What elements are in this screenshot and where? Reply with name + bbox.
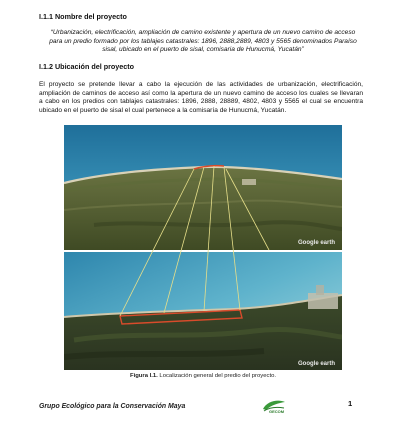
section-title: I.1.1 Nombre del proyecto xyxy=(39,12,127,21)
gecom-logo xyxy=(260,398,288,414)
location-figure xyxy=(64,125,342,370)
subsection-title: I.1.2 Ubicación del proyecto xyxy=(39,62,135,71)
watermark-bottom: Google earth xyxy=(298,361,336,367)
figure-caption xyxy=(64,373,342,379)
detail-satellite-image xyxy=(64,252,342,370)
project-name: “Urbanización, electrificación, ampliación de camino existente y apertura de un nuevo camino de acceso para un predio formado por los tablajes catastrales: 1896, 2888,2889, 4803 y 5565 denominados Paraíso sisal, ubicado en el puerto de sisal, comisaria de Hunucmá, Yucatán” xyxy=(49,29,357,54)
figure-caption-label: Figura I.1. xyxy=(129,373,158,379)
footer-organization: Grupo Ecológico para la Conservación Maya xyxy=(39,403,186,410)
location-paragraph: El proyecto se pretende llevar a cabo la ejecución de las actividades de urbanización, electrificación, ampliación de caminos de acceso así como la apertura de un nuevo camino de acceso los cuales se llevaran a cabo en los predios con tablajes catastrales: 1896, 2888, 28889, 4802, 4803 y 5565 el cual se encuentra ubicado en el puerto de sisal el cual pertenece a la comisaría de Hunucmá, Yucatán. xyxy=(39,81,363,115)
page-number: 1 xyxy=(348,399,353,408)
watermark-top: Google earth xyxy=(298,240,336,246)
satellite-imagery xyxy=(64,125,342,370)
figure-caption-text: Localización general del predio del proyecto. xyxy=(157,373,277,379)
regional-satellite-image xyxy=(64,125,342,250)
svg-text:GECOM: GECOM xyxy=(269,409,285,414)
